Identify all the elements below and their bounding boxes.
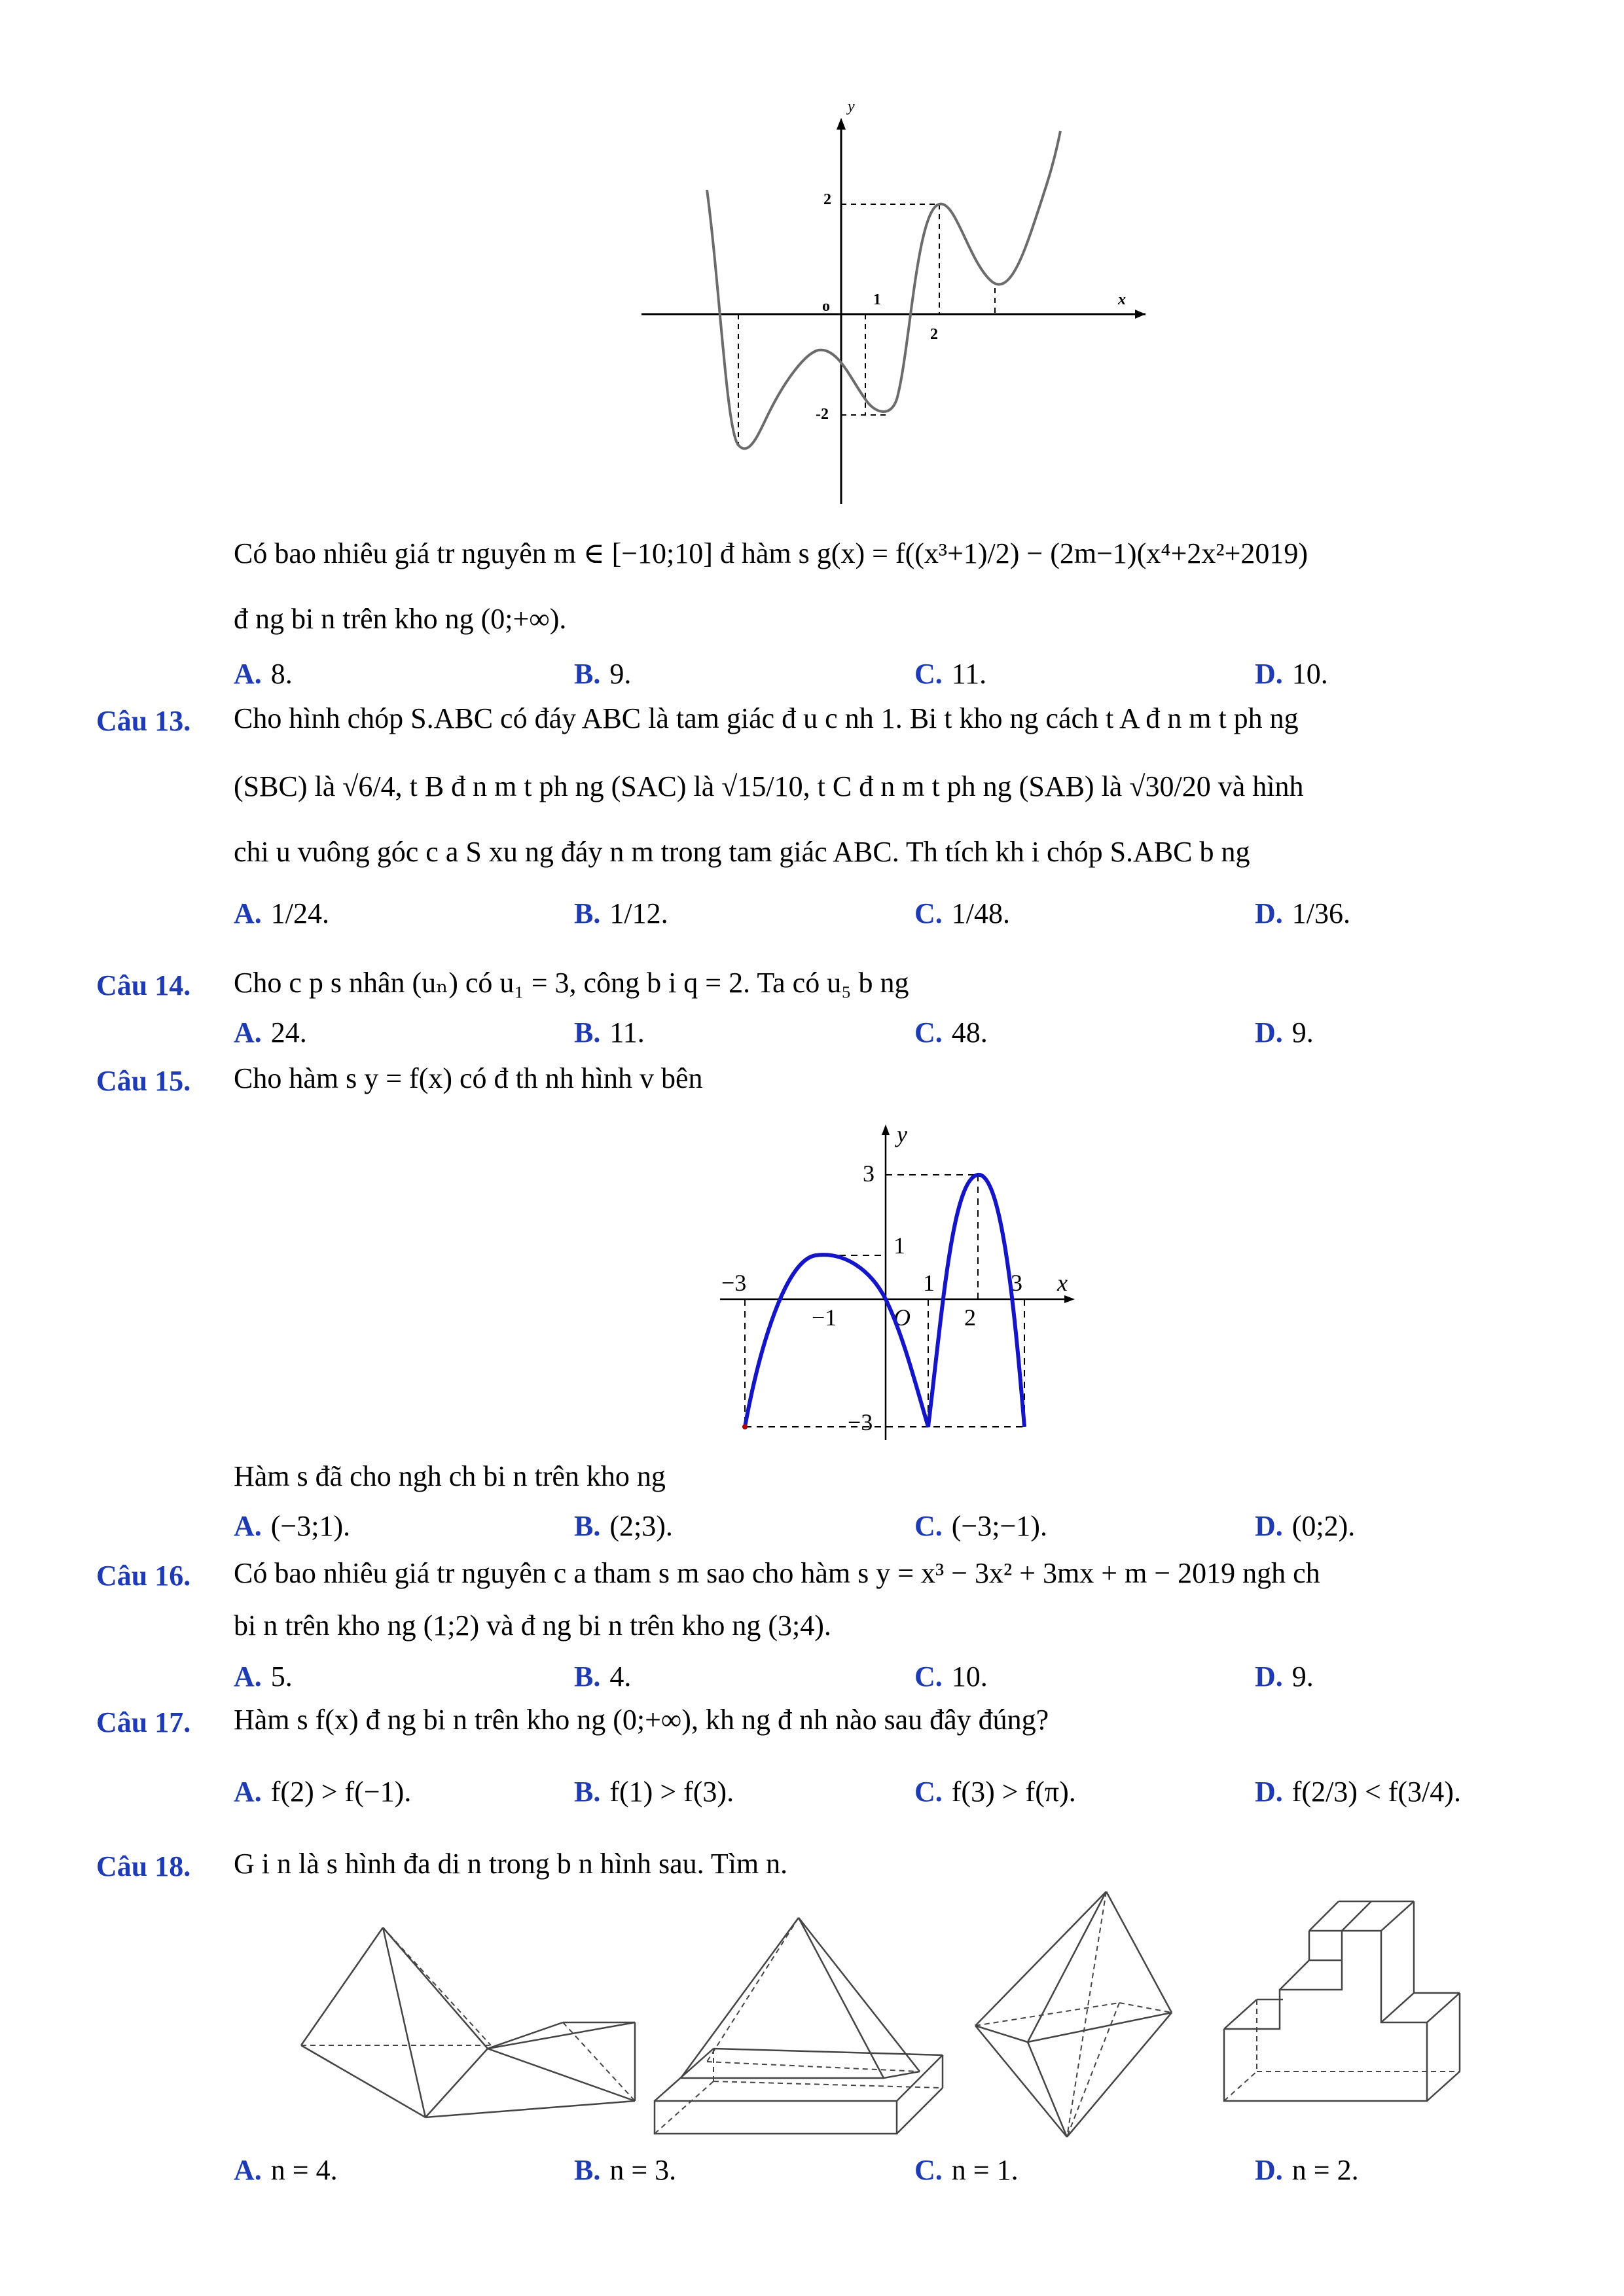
graph-2-endpoint — [742, 1424, 748, 1429]
q12-option-c[interactable]: C. 11. — [914, 658, 987, 690]
q18-option-c[interactable]: C. n = 1. — [914, 2154, 1019, 2186]
q16-option-d[interactable]: D. 9. — [1255, 1660, 1314, 1693]
q17-option-d[interactable]: D. f(2/3) < f(3/4). — [1255, 1776, 1461, 1808]
q14-option-c[interactable]: C. 48. — [914, 1016, 988, 1049]
graph-1-y-label: y — [848, 98, 855, 115]
q16-option-c[interactable]: C. 10. — [914, 1660, 988, 1693]
q16-label: Câu 16. — [96, 1560, 191, 1592]
graph-1-curve — [707, 131, 1060, 448]
q17-line-1: Hàm s f(x) đ ng bi n trên kho ng (0;+∞), kh ng đ nh nào sau đây đúng? — [234, 1704, 1049, 1736]
q14-option-a[interactable]: A. 24. — [234, 1016, 307, 1049]
graph-1-x-arrow — [1135, 310, 1146, 319]
q17-option-c[interactable]: C. f(3) > f(π). — [914, 1776, 1076, 1808]
q15-line-1: Cho hàm s y = f(x) có đ th nh hình v bên — [234, 1062, 703, 1094]
q18-option-d[interactable]: D. n = 2. — [1255, 2154, 1359, 2186]
q16-line-1: Có bao nhiêu giá tr nguyên c a tham s m sao cho hàm s y = x³ − 3x² + 3mx + m − 2019 ngh ch — [234, 1557, 1320, 1589]
polyhedron-figure-4 — [1218, 1892, 1506, 2140]
q14-option-b[interactable]: B. 11. — [574, 1016, 645, 1049]
q13-line-2: (SBC) là √6/4, t B đ n m t ph ng (SAC) là √15/10, t C đ n m t ph ng (SAB) là √30/20 và hình — [234, 770, 1304, 802]
graph-1-tick-y2: 2 — [823, 191, 831, 208]
graph-2-y-label: y — [897, 1121, 907, 1147]
graph-2-curve — [745, 1175, 1024, 1427]
graph-1-tick-1: 1 — [873, 291, 881, 308]
graph-1-x-label: x — [1118, 291, 1126, 308]
graph-2-x-label: x — [1057, 1270, 1068, 1296]
graph-2-tick-2: 2 — [964, 1304, 976, 1331]
q18-line-1: G i n là s hình đa di n trong b n hình sau. Tìm n. — [234, 1848, 788, 1880]
q16-line-2: bi n trên kho ng (1;2) và đ ng bi n trên kho ng (3;4). — [234, 1609, 831, 1641]
q12-line-1: Có bao nhiêu giá tr nguyên m ∈ [−10;10] đ hàm s g(x) = f((x³+1)/2) − (2m−1)(x⁴+2x²+2019) — [234, 537, 1308, 569]
polyhedron-figure-3 — [969, 1885, 1191, 2147]
q15-option-a[interactable]: A. (−3;1). — [234, 1510, 351, 1542]
graph-2-tick-neg1: −1 — [812, 1304, 837, 1331]
graph-2-ytick-1: 1 — [893, 1232, 905, 1259]
graph-2 — [707, 1113, 1087, 1453]
q12-option-a[interactable]: A. 8. — [234, 658, 293, 690]
q15-line-2: Hàm s đã cho ngh ch bi n trên kho ng — [234, 1460, 666, 1492]
q15-option-b[interactable]: B. (2;3). — [574, 1510, 673, 1542]
graph-2-ytick-3: 3 — [863, 1160, 875, 1187]
q16-option-a[interactable]: A. 5. — [234, 1660, 293, 1693]
q13-line-3: chi u vuông góc c a S xu ng đáy n m trong tam giác ABC. Th tích kh i chóp S.ABC b ng — [234, 836, 1250, 868]
q13-option-c[interactable]: C. 1/48. — [914, 897, 1011, 929]
q13-option-b[interactable]: B. 1/12. — [574, 897, 668, 929]
q13-line-1: Cho hình chóp S.ABC có đáy ABC là tam giác đ u c nh 1. Bi t kho ng cách t A đ n m t ph ng — [234, 702, 1299, 734]
q13-option-a[interactable]: A. 1/24. — [234, 897, 330, 929]
graph-1-origin: o — [822, 298, 830, 315]
q15-option-c[interactable]: C. (−3;−1). — [914, 1510, 1047, 1542]
polyhedron-figure-2 — [648, 1911, 962, 2140]
q14-label: Câu 14. — [96, 969, 191, 1001]
graph-1-tick-yneg2: -2 — [816, 406, 829, 423]
q13-option-d[interactable]: D. 1/36. — [1255, 897, 1351, 929]
graph-1 — [628, 92, 1152, 511]
polyhedron-figure-1 — [295, 1918, 661, 2134]
q15-option-d[interactable]: D. (0;2). — [1255, 1510, 1356, 1542]
q18-label: Câu 18. — [96, 1850, 191, 1882]
graph-2-tick-3: 3 — [1011, 1270, 1022, 1296]
q18-option-b[interactable]: B. n = 3. — [574, 2154, 677, 2186]
q18-option-a[interactable]: A. n = 4. — [234, 2154, 338, 2186]
q14-line-1: Cho c p s nhân (uₙ) có u₁ = 3, công b i q = 2. Ta có u₅ b ng — [234, 967, 909, 999]
graph-2-x-arrow — [1064, 1295, 1075, 1303]
q12-line-2: đ ng bi n trên kho ng (0;+∞). — [234, 603, 567, 635]
graph-2-tick-neg3: −3 — [721, 1270, 747, 1296]
q14-option-d[interactable]: D. 9. — [1255, 1016, 1314, 1049]
q12-option-b[interactable]: B. 9. — [574, 658, 632, 690]
q13-label: Câu 13. — [96, 705, 191, 737]
graph-1-tick-2: 2 — [930, 326, 938, 343]
graph-2-ytick-neg3: −3 — [848, 1409, 873, 1435]
graph-1-y-arrow — [837, 118, 846, 130]
graph-2-y-arrow — [882, 1124, 890, 1135]
q17-label: Câu 17. — [96, 1706, 191, 1738]
q16-option-b[interactable]: B. 4. — [574, 1660, 632, 1693]
q12-option-d[interactable]: D. 10. — [1255, 658, 1328, 690]
q15-label: Câu 15. — [96, 1065, 191, 1097]
q17-option-a[interactable]: A. f(2) > f(−1). — [234, 1776, 412, 1808]
graph-2-tick-1: 1 — [923, 1270, 935, 1296]
graph-2-origin: O — [893, 1304, 911, 1331]
q17-option-b[interactable]: B. f(1) > f(3). — [574, 1776, 734, 1808]
